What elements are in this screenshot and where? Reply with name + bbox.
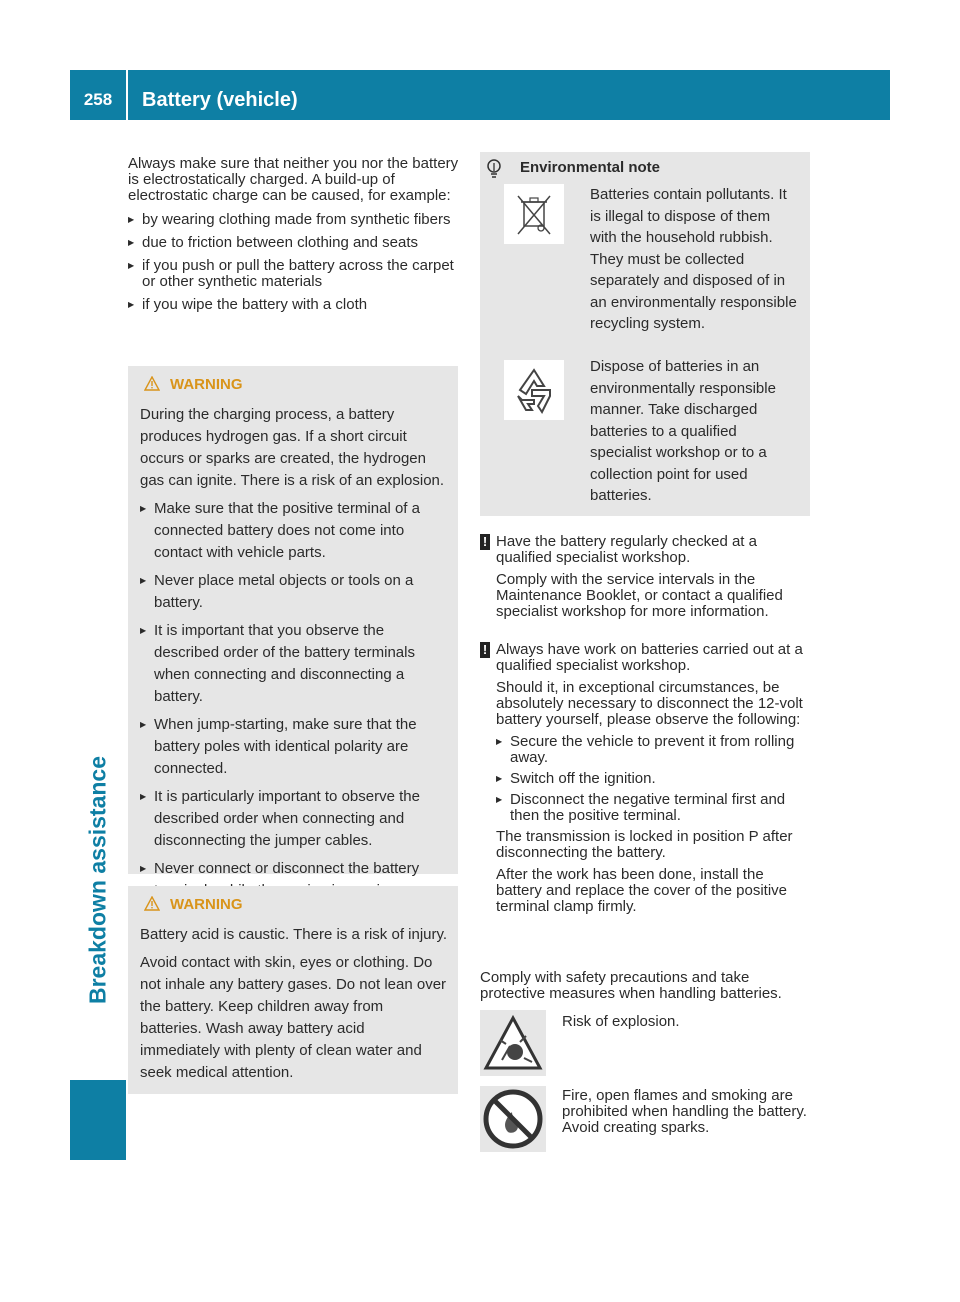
notice-bullets	[480, 734, 812, 824]
warning-box-acid	[128, 886, 458, 1094]
list-item: ▶ It is important that you observe the described order of the battery terminals when connecting and disconnecting a battery.	[140, 620, 448, 708]
recycling-icon	[504, 360, 564, 420]
lightbulb-icon	[484, 158, 504, 178]
no-fire-text: Fire, open flames and smoking are prohibited when handling the battery. Avoid creating sparks.	[562, 1087, 807, 1136]
warning-box-hydrogen	[128, 366, 458, 877]
warning-heading	[140, 374, 448, 398]
static-bullets	[128, 212, 460, 313]
list-item: ▶ if you push or pull the battery across the carpet or other synthetic materials	[128, 258, 460, 290]
crossed-bin-icon	[504, 184, 564, 244]
header-divider	[126, 70, 128, 120]
explosion-text: Risk of explosion.	[562, 1013, 680, 1030]
page-title: Battery (vehicle)	[142, 89, 298, 111]
list-item: ▶ if you wipe the battery with a cloth	[128, 297, 460, 313]
warning-triangle-icon	[144, 376, 160, 398]
page-number: 258	[83, 90, 113, 109]
warning-text: Battery acid is caustic. There is a risk of injury.	[140, 926, 448, 943]
notice-text: Should it, in exceptional circumstances, be absolutely necessary to disconnect the 12-volt battery yourself, please observe the following:	[496, 679, 803, 728]
warning-text: Avoid contact with skin, eyes or clothing. Do not inhale any battery gases. Do not lean over the battery. Keep children away from batteries. Wash away battery acid immediately with plenty of clean water and seek medical attention.	[140, 954, 447, 1081]
warning-triangle-icon	[144, 896, 160, 918]
intro-paragraph: Always make sure that neither you nor the battery is electrostatically charged. A build-up of electrostatic charge can be caused, for example:	[128, 155, 459, 204]
warning-label: WARNING	[170, 376, 243, 393]
exclamation-icon: !	[480, 642, 490, 658]
no-fire-icon	[480, 1086, 546, 1152]
notice-text: The transmission is locked in position P after disconnecting the battery.	[496, 828, 793, 861]
explosion-warning-icon	[480, 1010, 546, 1076]
warning-label: WARNING	[170, 896, 243, 913]
env-note-heading: Environmental note	[520, 159, 661, 176]
safety-intro	[480, 970, 812, 1008]
notice-text: Comply with the service intervals in the Maintenance Booklet, or contact a qualified specialist workshop for more information.	[496, 571, 783, 620]
warning-heading	[140, 894, 448, 918]
notice-battery-work	[480, 642, 812, 921]
list-item: ▶ Make sure that the positive terminal of a connected battery does not come into contact with vehicle parts.	[140, 498, 448, 564]
side-tab-label: Breakdown assistance	[84, 755, 111, 1005]
list-item: ▶ by wearing clothing made from synthetic fibers	[128, 212, 460, 228]
side-tab-block	[70, 1080, 126, 1160]
list-item: ▶ When jump-starting, make sure that the battery poles with identical polarity are connected.	[140, 714, 448, 780]
warning-bullets	[140, 498, 448, 902]
list-item: ▶ Secure the vehicle to prevent it from rolling away.	[496, 734, 812, 766]
list-item: ▶ due to friction between clothing and seats	[128, 235, 460, 251]
notice-battery-check	[480, 534, 812, 626]
list-item: ▶ Switch off the ignition.	[496, 771, 812, 787]
safety-text: Comply with safety precautions and take protective measures when handling batteries.	[480, 969, 782, 1002]
notice-text: Have the battery regularly checked at a qualified specialist workshop.	[496, 533, 757, 566]
list-item: ▶ Never connect or disconnect the battery	[140, 858, 448, 902]
left-column	[128, 156, 460, 320]
list-item: ▶ Never place metal objects or tools on a battery.	[140, 570, 448, 614]
notice-text: After the work has been done, install the battery and replace the cover of the positive terminal clamp firmly.	[496, 866, 788, 915]
list-item: ▶ Disconnect the negative terminal first and then the positive terminal.	[496, 792, 812, 824]
env-note-text-2: Dispose of batteries in an environmentally responsible manner. Take discharged batteries to a qualified specialist workshop or to a collection point for used batteries.	[590, 358, 776, 504]
env-note-text-1: Batteries contain pollutants. It is illegal to dispose of them with the household rubbish. They must be collected separately and disposed of in an environmentally responsible recycling system.	[590, 186, 797, 332]
list-item: ▶ It is particularly important to observe the described order when connecting and disconnecting the jumper cables.	[140, 786, 448, 852]
notice-text: Always have work on batteries carried out at a qualified specialist workshop.	[496, 641, 803, 674]
exclamation-icon: !	[480, 534, 490, 550]
environmental-note-box	[480, 152, 810, 516]
warning-text: During the charging process, a battery produces hydrogen gas. If a short circuit occurs or sparks are created, the hydrogen gas can ignite. There is a risk of an explosion.	[140, 406, 445, 489]
